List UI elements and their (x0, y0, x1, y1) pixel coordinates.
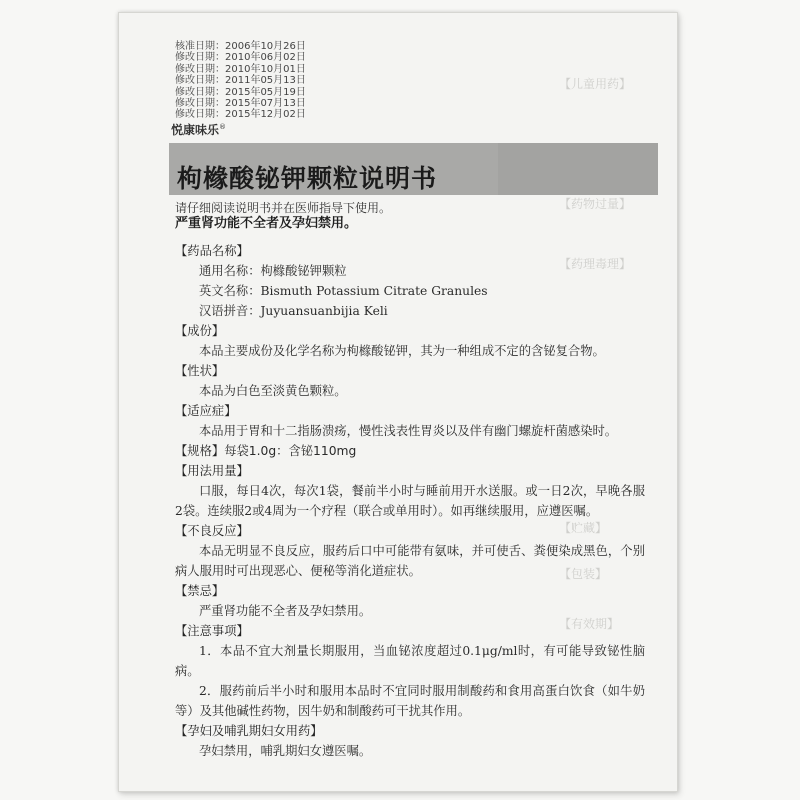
pinyin-name: 汉语拼音：Juyuansuanbijia Keli (199, 304, 388, 318)
heading-appearance: 【性状】 (175, 364, 225, 378)
heading-spec: 【规格】 (175, 444, 225, 458)
intro-block (175, 201, 391, 231)
revision-date: 修改日期：2015年07月13日 (175, 98, 306, 110)
adverse-reactions-text: 本品无明显不良反应，服药后口中可能带有氨味，并可使舌、粪便染成黑色，个别病人服用时可出现恶心、便秘等消化道症状。 (175, 544, 645, 578)
spec-text: 每袋1.0g：含铋110mg (224, 444, 357, 458)
show-through-text: 【包装】 (559, 567, 608, 581)
precaution-item: 2．服药前后半小时和服用本品时不宜同时服用制酸药和食用高蛋白饮食（如牛奶等）及其他碱性药物，因牛奶和制酸药可干扰其作用。 (175, 684, 645, 718)
leaflet-body (175, 241, 645, 761)
composition-text: 本品主要成份及化学名称为枸橼酸铋钾，其为一种组成不定的含铋复合物。 (199, 344, 605, 358)
english-name: 英文名称：Bismuth Potassium Citrate Granules (199, 284, 488, 298)
heading-dosage: 【用法用量】 (175, 464, 249, 478)
read-notice: 请仔细阅读说明书并在医师指导下使用。 (175, 201, 392, 215)
revision-date: 修改日期：2010年10月01日 (175, 63, 306, 75)
brand-name: 悦康味乐® (171, 123, 227, 137)
revision-date: 修改日期：2015年12月02日 (175, 109, 306, 121)
heading-drug-name: 【药品名称】 (175, 244, 249, 258)
revision-date: 修改日期：2010年06月02日 (175, 52, 306, 64)
heading-adverse-reactions: 【不良反应】 (175, 524, 249, 538)
dosage-text: 口服，每日4次，每次1袋，餐前半小时与睡前用开水送服。或一日2次，早晚各服2袋。连续服2或4周为一个疗程（联合或单用时）。如再继续服用，应遵医嘱。 (175, 484, 645, 518)
show-through-text: 【药理毒理】 (559, 257, 632, 271)
approval-dates (175, 41, 306, 121)
revision-date: 修改日期：2015年05月19日 (175, 86, 306, 98)
heading-composition: 【成份】 (175, 324, 225, 338)
spec-line (175, 441, 645, 461)
leaflet-sheet (118, 12, 678, 792)
revision-date: 修改日期：2011年05月13日 (175, 75, 306, 87)
show-through-text: 【贮藏】 (559, 521, 608, 535)
heading-precautions: 【注意事项】 (175, 624, 249, 638)
heading-pregnancy: 【孕妇及哺乳期妇女用药】 (175, 724, 323, 738)
show-through-text: 【有效期】 (559, 617, 620, 631)
registered-mark: ® (219, 123, 227, 131)
approval-date: 核准日期：2006年10月26日 (175, 41, 306, 52)
pregnancy-text: 孕妇禁用，哺乳期妇女遵医嘱。 (199, 744, 372, 758)
contraindications-text: 严重肾功能不全者及孕妇禁用。 (199, 604, 372, 618)
show-through-text: 【儿童用药】 (559, 77, 632, 91)
generic-name: 通用名称：枸橼酸铋钾颗粒 (199, 264, 347, 278)
show-through-text: 【药物过量】 (559, 197, 632, 211)
indications-text: 本品用于胃和十二指肠溃疡，慢性浅表性胃炎以及伴有幽门螺旋杆菌感染时。 (199, 424, 618, 438)
contraindication-warning: 严重肾功能不全者及孕妇禁用。 (175, 216, 358, 231)
heading-contraindications: 【禁忌】 (175, 584, 225, 598)
appearance-text: 本品为白色至淡黄色颗粒。 (199, 384, 347, 398)
precaution-item: 1．本品不宜大剂量长期服用，当血铋浓度超过0.1μg/ml时，有可能导致铋性脑病。 (175, 644, 645, 678)
heading-indications: 【适应症】 (175, 404, 237, 418)
document-title: 枸橼酸铋钾颗粒说明书 (177, 164, 438, 193)
